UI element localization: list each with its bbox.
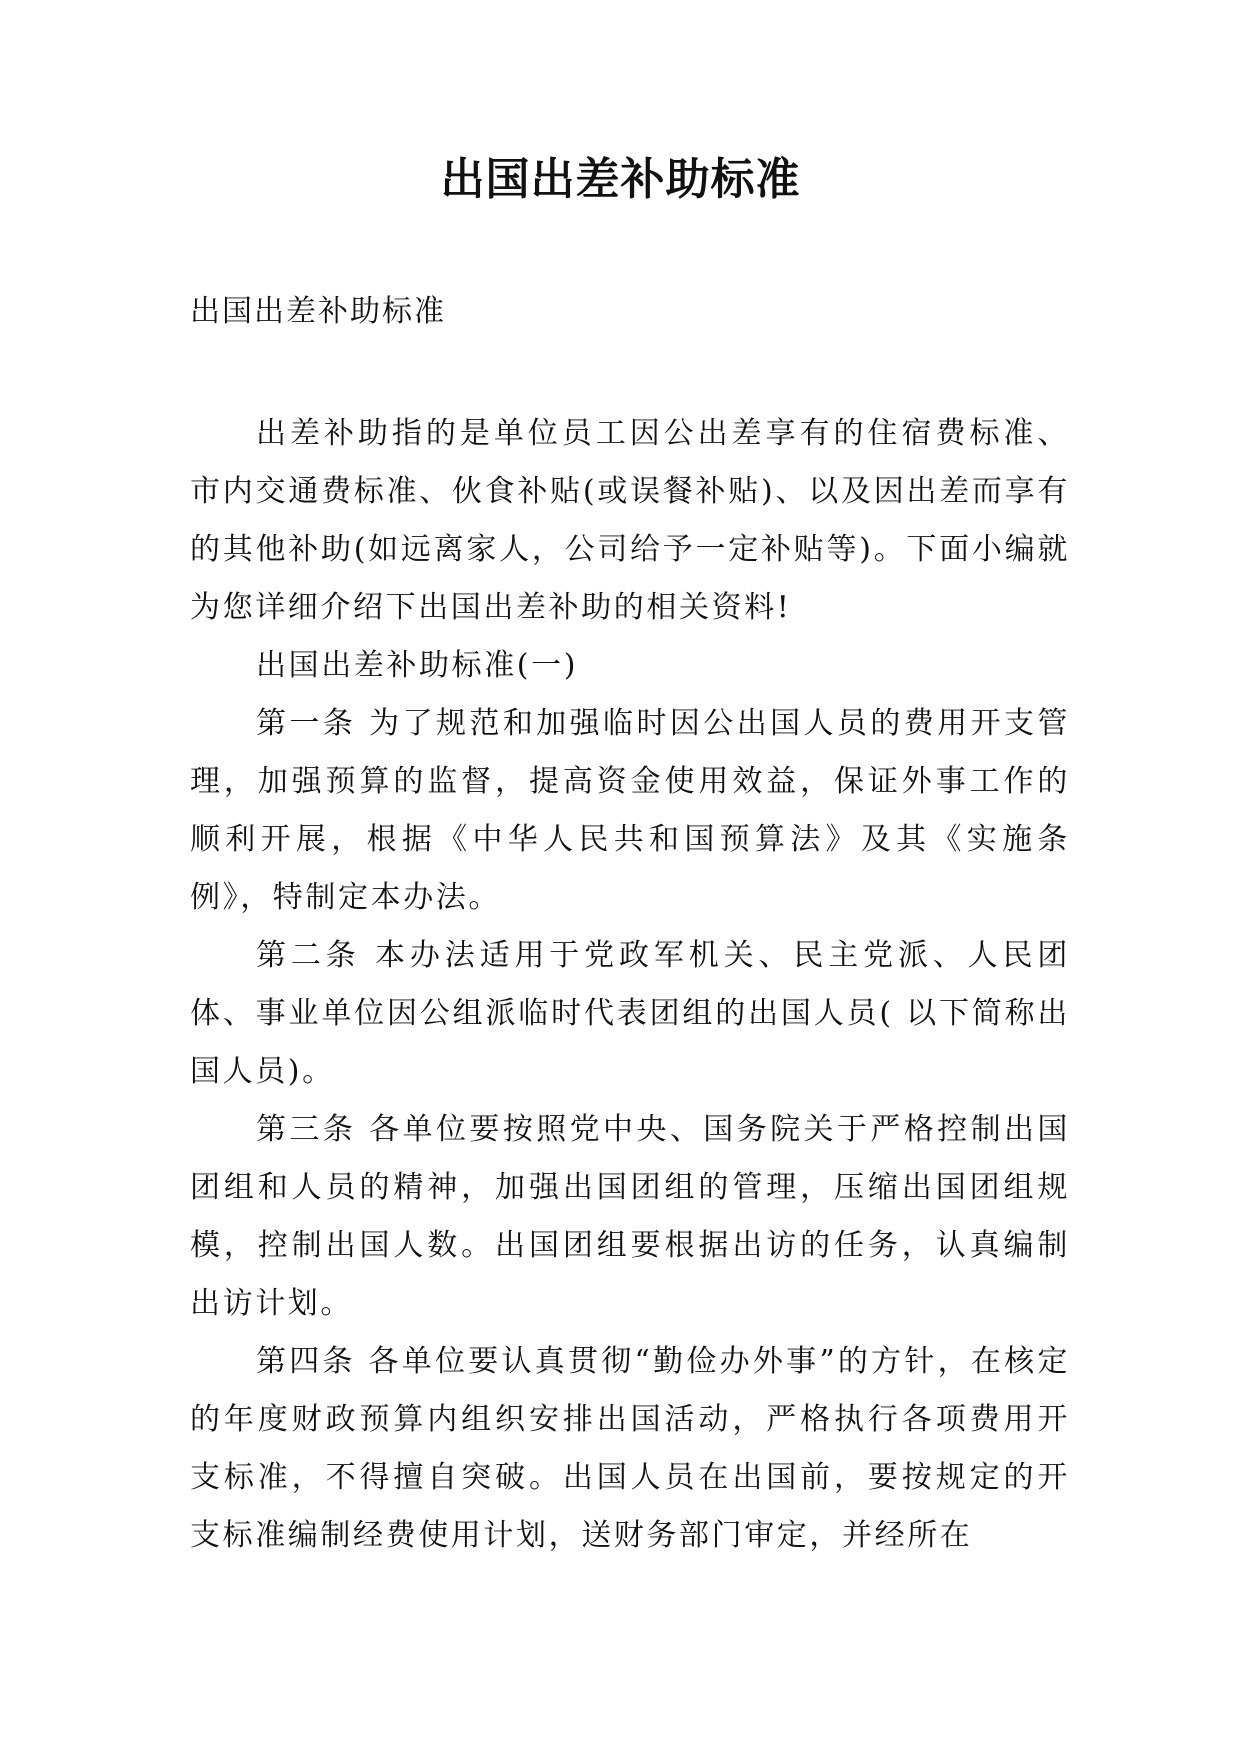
paragraph-article-2: 第二条 本办法适用于党政军机关、民主党派、人民团体、事业单位因公组派临时代表团组的出国人员( 以下简称出国人员)。: [190, 938, 1070, 1089]
document-title: 出国出差补助标准: [440, 154, 801, 205]
document-body: [190, 405, 1070, 1565]
paragraph-article-4: 第四条 各单位要认真贯彻“勤俭办外事”的方针，在核定的年度财政预算内组织安排出国活动，严格执行各项费用开支标准，不得擅自突破。出国人员在出国前，要按规定的开支标准编制经费使用计划，送财务部门审定，并经所在: [190, 1344, 1070, 1553]
paragraph-intro: 出差补助指的是单位员工因公出差享有的住宿费标准、市内交通费标准、伙食补贴(或误餐补贴)、以及因出差而享有的其他补助(如远离家人，公司给予一定补贴等)。下面小编就为您详细介绍下出国出差补助的相关资料!: [190, 416, 1070, 625]
paragraph-article-1: 第一条 为了规范和加强临时因公出国人员的费用开支管理，加强预算的监督，提高资金使用效益，保证外事工作的顺利开展，根据《中华人民共和国预算法》及其《实施条例》，特制定本办法。: [190, 706, 1070, 915]
paragraph-article-3: 第三条 各单位要按照党中央、国务院关于严格控制出国团组和人员的精神，加强出国团组的管理，压缩出国团组规模，控制出国人数。出国团组要根据出访的任务，认真编制出访计划。: [190, 1112, 1070, 1321]
document-subtitle: 出国出差补助标准: [190, 294, 446, 329]
paragraph-section-heading: 出国出差补助标准(一): [256, 648, 579, 683]
